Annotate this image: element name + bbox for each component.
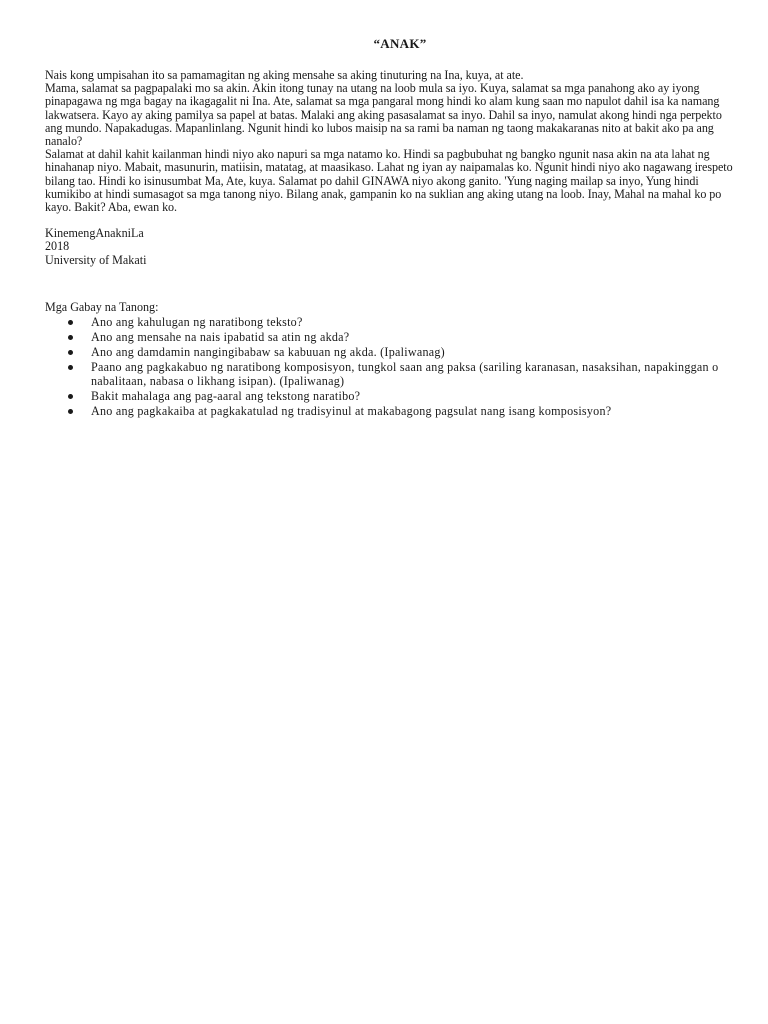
signature-block: [45, 227, 735, 267]
list-item: [68, 330, 735, 345]
document-title: “ANAK”: [373, 36, 427, 51]
bullet-icon: [68, 350, 73, 355]
question-text: Ano ang mensahe na nais ipabatid sa atin ng akda?: [91, 329, 350, 344]
bullet-icon: [68, 365, 73, 370]
list-item: [68, 404, 735, 419]
list-item: [68, 389, 735, 404]
question-text: Paano ang pagkakabuo ng naratibong komposisyon, tungkol saan ang paksa (sariling karanasan, nasaksihan, napakinggan o nabalitaan, nabasa o likhang isipan). (Ipaliwanag): [91, 359, 719, 389]
question-text: Ano ang pagkakaiba at pagkakatulad ng tradisyinul at makabagong pagsulat nang isang komposisyon?: [91, 404, 612, 419]
document-page: [45, 36, 735, 419]
paragraph-closing: Salamat at dahil kahit kailanman hindi niyo ako napuri sa mga natamo ko. Hindi sa pagbubuhat ng bangko ngunit nasa akin na ata lahat ng hinahanap niyo. Mabait, masunurin, matiisin, matatag, at maasikaso. Lahat ng iyan ay naipamalas ko. Ngunit hindi niyo ako nagawang irespeto bilang tao. Hindi ko isinusumbat Ma, Ate, kuya. Salamat po dahil GINAWA niyo akong ganito. 'Yung naging mailap sa inyo, Yung hindi kumikibo at hindi sumasagot sa mga tanong niyo. Bilang anak, gampanin ko na suklian ang aking utang na loob. Inay, Mahal na mahal ko po kayo. Bakit? Aba, ewan ko.: [45, 147, 733, 215]
question-list: [45, 315, 735, 419]
paragraph-thanks: Mama, salamat sa pagpapalaki mo sa akin. Akin itong tunay na utang na loob mula sa iyo. Kuya, salamat sa mga panahong ako ay iyong pinapagawa ng mga bagay na ikagagalit ni Ina. Ate, salamat sa mga pangaral mong hindi ko alam kung saan mo napulot dahil isa ka namang lakwatsera. Kayo ay aking pamilya sa papel at batas. Malaki ang aking pasasalamat sa inyo. Dahil sa inyo, namulat akong hindi nga perpekto ang mundo. Napakadugas. Mapanlinlang. Ngunit hindi ko lubos maisip na sa rami ba naman ng taong makakaranas nito at bakit ako pa ang nanalo?: [45, 81, 722, 149]
author-name: KinemengAnakniLa: [45, 226, 144, 241]
list-item: [68, 360, 735, 389]
letter-body: [45, 69, 735, 214]
list-item: [68, 345, 735, 360]
paragraph-intro: Nais kong umpisahan ito sa pamamagitan ng aking mensahe sa aking tinuturing na Ina, kuya, at ate.: [45, 68, 524, 82]
author-school: University of Makati: [45, 252, 147, 267]
question-text: Ano ang damdamin nangingibabaw sa kabuuan ng akda. (Ipaliwanag): [91, 344, 445, 359]
bullet-icon: [68, 335, 73, 340]
question-text: Bakit mahalaga ang pag-aaral ang tekstong naratibo?: [91, 389, 361, 404]
question-text: Ano ang kahulugan ng naratibong teksto?: [91, 314, 303, 329]
guide-heading: Mga Gabay na Tanong:: [45, 299, 159, 314]
author-year: 2018: [45, 239, 70, 254]
bullet-icon: [68, 320, 73, 325]
bullet-icon: [68, 409, 73, 414]
guide-questions-section: [45, 300, 735, 419]
bullet-icon: [68, 394, 73, 399]
list-item: [68, 315, 735, 330]
